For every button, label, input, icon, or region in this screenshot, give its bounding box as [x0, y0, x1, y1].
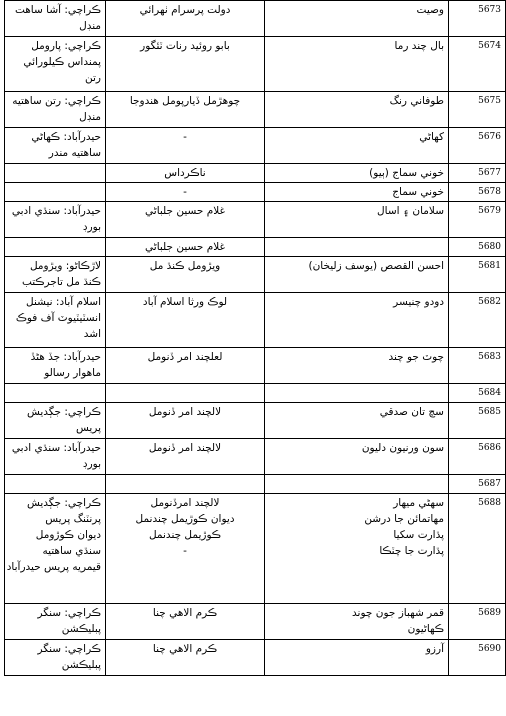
- table-row: [5, 37, 506, 92]
- publisher-line: ساهتيه مندر: [48, 147, 101, 159]
- publisher-line: بورڊ: [82, 458, 101, 470]
- author-cell: [106, 37, 265, 92]
- publisher-line: انسٽيٽيوٽ آف فوڪ: [15, 312, 101, 324]
- table-row: [5, 439, 506, 475]
- title-cell: [265, 1, 449, 37]
- author-line: دولت پرسرام ٺهرائي: [139, 4, 231, 16]
- publisher-line: پرنٽنگ پريس: [45, 513, 101, 525]
- catalog-table: [4, 0, 506, 676]
- title-cell: [265, 238, 449, 257]
- title-line: خوني سماج (ٻيو): [369, 167, 444, 179]
- author-cell: [106, 640, 265, 676]
- catalog-body: [5, 1, 506, 676]
- title-cell: [265, 37, 449, 92]
- title-line: وصيت: [416, 4, 444, 16]
- title-line: کهاڻي: [419, 131, 444, 143]
- author-cell: [106, 1, 265, 37]
- publisher-cell: [5, 257, 106, 293]
- author-cell: [106, 475, 265, 494]
- author-cell: [106, 257, 265, 293]
- author-cell: [106, 384, 265, 403]
- publisher-cell: [5, 164, 106, 183]
- publisher-line: ماهوار رسالو: [44, 367, 101, 379]
- title-cell: [265, 293, 449, 348]
- table-row: [5, 640, 506, 676]
- title-line: پڌارت سکيا: [393, 529, 444, 541]
- publisher-line: ڪراچي: سنگر: [37, 607, 101, 619]
- publisher-line: بورڊ: [82, 221, 101, 233]
- title-cell: [265, 164, 449, 183]
- title-cell: [265, 439, 449, 475]
- publisher-cell: [5, 1, 106, 37]
- author-cell: [106, 92, 265, 128]
- title-line: سچ تان صدقي: [379, 406, 444, 418]
- serial-number-cell: 5683: [449, 348, 506, 384]
- author-cell: [106, 439, 265, 475]
- author-line: لعلچند امر ڏنومل: [147, 351, 223, 363]
- publisher-line: پبليڪشن: [61, 659, 101, 671]
- publisher-cell: [5, 238, 106, 257]
- publisher-cell: [5, 202, 106, 238]
- publisher-cell: [5, 92, 106, 128]
- title-line: دودو چنيسر: [393, 296, 444, 308]
- serial-number-cell: 5673: [449, 1, 506, 37]
- serial-number-cell: 5685: [449, 403, 506, 439]
- publisher-line: منڊل: [79, 20, 101, 32]
- title-cell: [265, 640, 449, 676]
- title-line: احسن القصص (يوسف زليخان): [308, 260, 444, 272]
- table-row: [5, 604, 506, 640]
- table-row: [5, 494, 506, 604]
- serial-number-cell: 5677: [449, 164, 506, 183]
- publisher-line: منڊل: [79, 111, 101, 123]
- publisher-line: حيدرآباد: سنڌي ادبي: [11, 442, 101, 454]
- title-cell: [265, 348, 449, 384]
- publisher-cell: [5, 384, 106, 403]
- title-line: ڪهاڻيون: [407, 623, 444, 635]
- author-cell: [106, 202, 265, 238]
- author-cell: [106, 183, 265, 202]
- publisher-cell: [5, 640, 106, 676]
- serial-number-cell: 5686: [449, 439, 506, 475]
- table-row: [5, 293, 506, 348]
- title-cell: [265, 604, 449, 640]
- publisher-cell: [5, 293, 106, 348]
- table-row: [5, 183, 506, 202]
- publisher-line: ڪراچي: آشا ساهت: [14, 4, 101, 16]
- publisher-line: ديوان ڪوڙومل: [35, 529, 101, 541]
- serial-number-cell: 5680: [449, 238, 506, 257]
- title-cell: [265, 128, 449, 164]
- title-line: چوٽ جو چند: [388, 351, 444, 363]
- title-line: سلامان ۽ اسال: [377, 205, 444, 217]
- table-row: [5, 92, 506, 128]
- publisher-cell: [5, 37, 106, 92]
- table-row: [5, 202, 506, 238]
- serial-number-cell: 5687: [449, 475, 506, 494]
- author-line: لالچند امرڏنومل: [150, 497, 220, 509]
- author-cell: [106, 403, 265, 439]
- title-line: سهڻي ميهار: [393, 497, 444, 509]
- publisher-line: پريس: [75, 422, 101, 434]
- publisher-line: حيدرآباد: ڪهاڻي: [31, 131, 101, 143]
- author-line: -: [183, 186, 187, 198]
- publisher-cell: [5, 604, 106, 640]
- title-line: آرزو: [425, 643, 444, 655]
- publisher-line: حيدرآباد: سنڌي ادبي: [11, 205, 101, 217]
- title-cell: [265, 475, 449, 494]
- serial-number-cell: 5690: [449, 640, 506, 676]
- publisher-line: ڪراچي: پارومل: [31, 40, 101, 52]
- author-cell: [106, 348, 265, 384]
- title-line: سون ورنيون دليون: [361, 442, 444, 454]
- serial-number-cell: 5675: [449, 92, 506, 128]
- author-cell: [106, 164, 265, 183]
- author-line: ڪرم الاهي چنا: [152, 643, 218, 655]
- author-cell: [106, 604, 265, 640]
- author-line: لالچند امر ڏنومل: [148, 442, 222, 454]
- serial-number-cell: 5676: [449, 128, 506, 164]
- serial-number-cell: 5688: [449, 494, 506, 604]
- table-row: [5, 257, 506, 293]
- serial-number-cell: 5674: [449, 37, 506, 92]
- serial-number-cell: 5684: [449, 384, 506, 403]
- author-line: غلام حسين جلباڻي: [145, 241, 225, 253]
- publisher-cell: [5, 494, 106, 604]
- author-line: ڪرم الاهي چنا: [152, 607, 218, 619]
- title-line: مهاتمائن جا درشن: [364, 513, 444, 525]
- publisher-cell: [5, 183, 106, 202]
- serial-number-cell: 5689: [449, 604, 506, 640]
- author-line: ناڪرداس: [164, 167, 206, 179]
- serial-number-cell: 5681: [449, 257, 506, 293]
- title-cell: [265, 403, 449, 439]
- serial-number-cell: 5678: [449, 183, 506, 202]
- publisher-line: ڪراچي: جڳديش: [26, 406, 101, 418]
- author-line: لالچند امر ڏنومل: [148, 406, 222, 418]
- serial-number-cell: 5682: [449, 293, 506, 348]
- table-row: [5, 384, 506, 403]
- author-line: ويڙومل ڪنڌ مل: [149, 260, 221, 272]
- author-cell: [106, 128, 265, 164]
- serial-number-cell: 5679: [449, 202, 506, 238]
- table-row: [5, 475, 506, 494]
- author-line: ڪوڙيمل چندنمل: [148, 529, 221, 541]
- author-line: ديوان ڪوڙيمل چندنمل: [135, 513, 235, 525]
- title-line: بال چند رما: [394, 40, 444, 52]
- publisher-line: پمنداس ڪيلورائي: [23, 56, 101, 68]
- title-line: خوني سماج: [392, 186, 444, 198]
- publisher-cell: [5, 475, 106, 494]
- publisher-line: اشد: [83, 328, 101, 340]
- publisher-line: ڪراچي: جڳديش: [26, 497, 101, 509]
- publisher-line: حيدرآباد: جڏ هڻڏ: [30, 351, 101, 363]
- publisher-line: ڪراچي: سنگر: [37, 643, 101, 655]
- table-row: [5, 348, 506, 384]
- publisher-cell: [5, 348, 106, 384]
- author-line: غلام حسين جلباڻي: [145, 205, 225, 217]
- author-line: بابو روئيد رنات ٽئگور: [140, 40, 230, 52]
- publisher-cell: [5, 128, 106, 164]
- table-row: [5, 128, 506, 164]
- title-cell: [265, 92, 449, 128]
- publisher-line: قيمريه پريس حيدرآباد: [6, 561, 101, 573]
- publisher-cell: [5, 439, 106, 475]
- publisher-line: سنڌي ساهتيه: [42, 545, 101, 557]
- publisher-line: ڪنڌ مل تاجرڪتب: [21, 276, 101, 288]
- author-line: چوهڙمل ڏيارپومل هندوجا: [129, 95, 241, 107]
- publisher-cell: [5, 403, 106, 439]
- publisher-line: لاڙڪاڻو: ويڙومل: [29, 260, 101, 272]
- publisher-line: ڪراچي: رتن ساهتيه: [12, 95, 101, 107]
- author-cell: [106, 293, 265, 348]
- author-line: -: [183, 545, 187, 557]
- author-line: -: [183, 131, 187, 143]
- table-row: [5, 403, 506, 439]
- title-cell: [265, 384, 449, 403]
- author-line: لوڪ ورثا اسلام آباد: [142, 296, 228, 308]
- title-cell: [265, 202, 449, 238]
- table-row: [5, 238, 506, 257]
- title-line: پڌارت جا چٽڪا: [379, 545, 444, 557]
- publisher-line: اسلام آباد: نيشنل: [26, 296, 101, 308]
- title-line: قمر شهباز جون چوند: [352, 607, 444, 619]
- table-row: [5, 164, 506, 183]
- author-cell: [106, 238, 265, 257]
- publisher-line: رتن: [85, 72, 101, 84]
- title-line: طوفاني رنگ: [389, 95, 444, 107]
- title-cell: [265, 183, 449, 202]
- author-cell: [106, 494, 265, 604]
- title-cell: [265, 494, 449, 604]
- title-cell: [265, 257, 449, 293]
- publisher-line: پبليڪشن: [61, 623, 101, 635]
- table-row: [5, 1, 506, 37]
